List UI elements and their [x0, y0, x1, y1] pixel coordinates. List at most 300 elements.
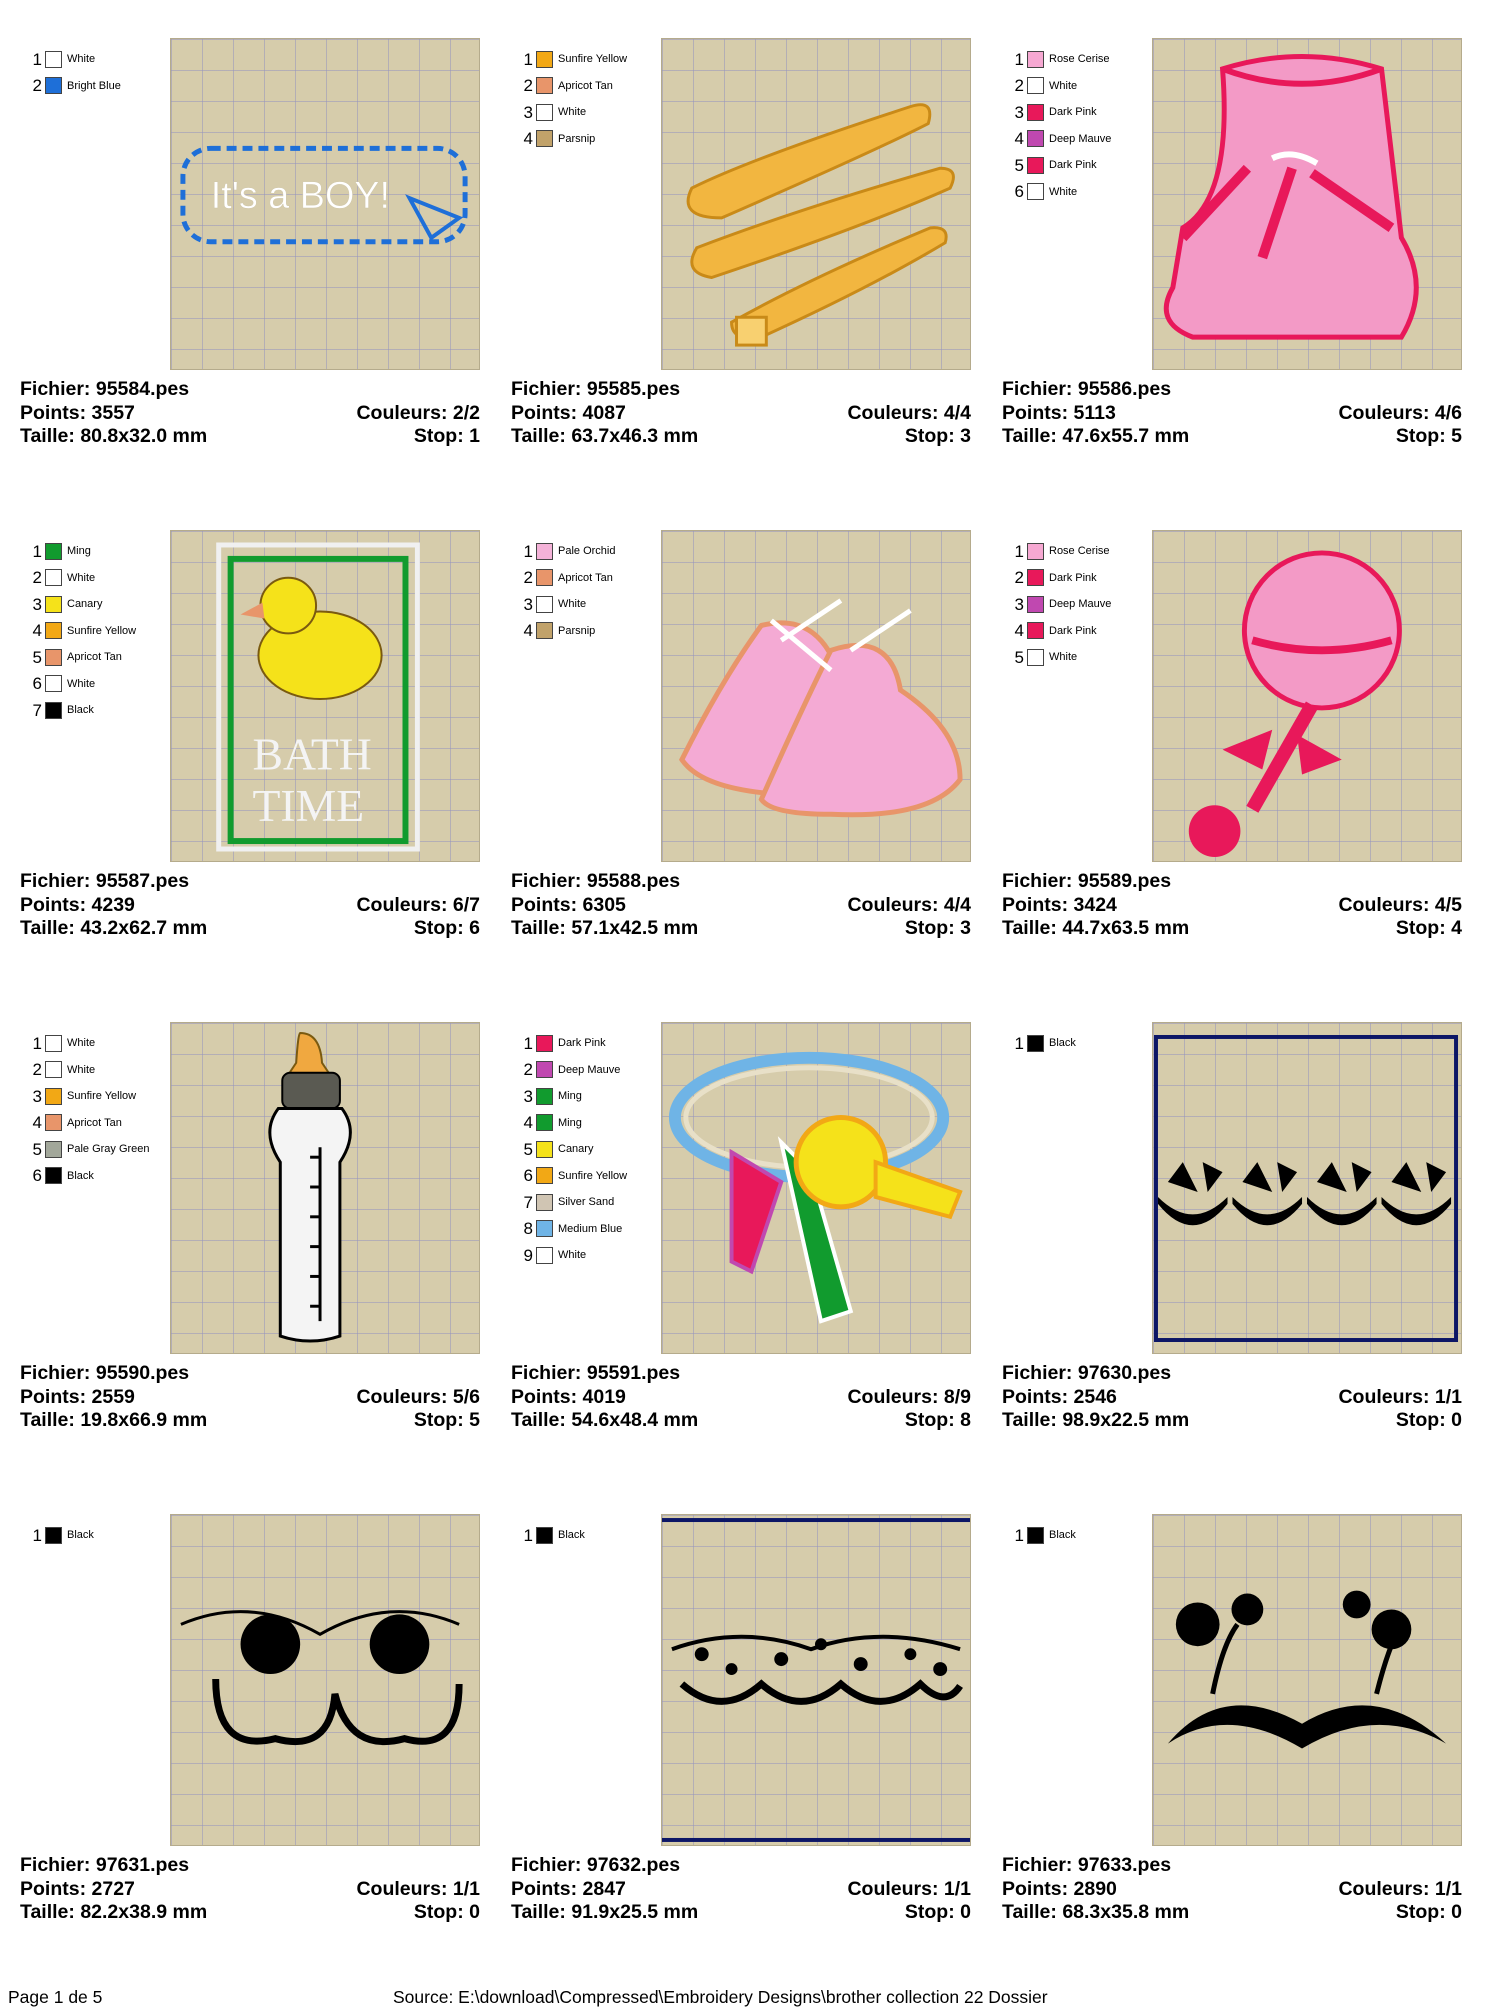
design-info [20, 870, 480, 941]
points-label: Points: [511, 893, 578, 916]
stop-value: 0 [1451, 1901, 1462, 1923]
file-name: 97630.pes [1077, 1362, 1172, 1384]
thread-color-item [521, 1189, 671, 1216]
stop-line [414, 917, 480, 941]
file-name: 95590.pes [95, 1362, 190, 1384]
size-line [20, 425, 207, 449]
colors-value: 5/6 [452, 1385, 480, 1408]
colors-label: Couleurs: [1338, 893, 1430, 916]
thread-color-item [521, 618, 671, 645]
file-label: Fichier: [20, 1854, 91, 1876]
points-value: 3557 [91, 401, 135, 424]
thread-color-number: 1 [32, 541, 42, 561]
design-preview-utensils [661, 38, 971, 370]
file-name: 97633.pes [1077, 1854, 1172, 1876]
points-label: Points: [1002, 401, 1069, 424]
thread-color-swatch [45, 77, 62, 94]
file-line [1002, 1362, 1171, 1386]
thread-color-number: 3 [523, 1086, 533, 1106]
thread-color-item [30, 697, 180, 724]
colors-value: 4/4 [943, 401, 971, 424]
design-preview-border-vine [661, 1514, 971, 1846]
size-value: 63.7x46.3 mm [571, 425, 699, 447]
thread-color-name: Bright Blue [67, 79, 121, 92]
design-info [511, 870, 971, 941]
thread-color-name: Dark Pink [1049, 159, 1097, 172]
thread-color-number: 4 [523, 621, 533, 641]
thread-color-number: 3 [1014, 594, 1024, 614]
thread-color-item [521, 1110, 671, 1137]
file-line [20, 1362, 189, 1386]
stop-line [1396, 1409, 1462, 1433]
thread-color-swatch [536, 1035, 553, 1052]
size-line [20, 917, 207, 941]
file-name: 95588.pes [586, 870, 681, 892]
thread-color-list [521, 46, 671, 152]
file-name: 95589.pes [1077, 870, 1172, 892]
thread-color-item [521, 591, 671, 618]
design-preview-art [171, 1023, 479, 1353]
thread-color-item [521, 1242, 671, 1269]
thread-color-list [30, 1030, 180, 1189]
thread-color-item [521, 1083, 671, 1110]
thread-color-swatch [1027, 1527, 1044, 1544]
design-preview-border-leaves [1152, 1022, 1462, 1354]
stop-label: Stop: [1395, 1409, 1446, 1431]
file-label: Fichier: [1002, 378, 1073, 400]
design-preview-rattle [1152, 530, 1462, 862]
thread-color-item [1012, 538, 1162, 565]
thread-color-swatch [1027, 622, 1044, 639]
colors-label: Couleurs: [1338, 1877, 1430, 1900]
thread-color-item [1012, 644, 1162, 671]
size-label: Taille: [1002, 425, 1057, 447]
points-label: Points: [20, 1385, 87, 1408]
file-label: Fichier: [20, 378, 91, 400]
thread-color-name: Black [1049, 1037, 1076, 1050]
file-name: 97631.pes [95, 1854, 190, 1876]
size-line [511, 917, 698, 941]
thread-color-item [1012, 46, 1162, 73]
design-card [20, 38, 490, 468]
stop-value: 5 [1451, 425, 1462, 447]
points-value: 2847 [582, 1877, 626, 1900]
design-preview-bath-time [170, 530, 480, 862]
size-line [1002, 1409, 1189, 1433]
colors-value: 1/1 [943, 1877, 971, 1900]
colors-line [1338, 1878, 1462, 1902]
thread-color-name: Black [67, 704, 94, 717]
stop-line [1396, 917, 1462, 941]
design-card [511, 530, 981, 960]
size-value: 91.9x25.5 mm [571, 1901, 699, 1923]
thread-color-number: 6 [32, 674, 42, 694]
design-preview-shoes [661, 530, 971, 862]
thread-color-number: 2 [1014, 568, 1024, 588]
size-value: 19.8x66.9 mm [80, 1409, 208, 1431]
stop-value: 8 [960, 1409, 971, 1431]
file-line [511, 1854, 680, 1878]
thread-color-item [521, 565, 671, 592]
file-label: Fichier: [20, 1362, 91, 1384]
stop-line [414, 1409, 480, 1433]
thread-color-swatch [536, 1167, 553, 1184]
thread-color-name: Pale Gray Green [67, 1143, 150, 1156]
design-info [20, 1362, 480, 1433]
thread-color-item [521, 126, 671, 153]
size-line [20, 1409, 207, 1433]
thread-color-name: Black [67, 1169, 94, 1182]
size-label: Taille: [511, 1409, 566, 1431]
stop-value: 4 [1451, 917, 1462, 939]
thread-color-name: Ming [67, 545, 91, 558]
thread-color-number: 2 [1014, 76, 1024, 96]
stop-value: 1 [469, 425, 480, 447]
design-info [511, 1854, 971, 1925]
size-value: 68.3x35.8 mm [1062, 1901, 1190, 1923]
design-info [1002, 870, 1462, 941]
colors-label: Couleurs: [1338, 401, 1430, 424]
source-path: Source: E:\download\Compressed\Embroidery Designs\brother collection 22 Dossier [393, 1987, 1048, 2007]
thread-color-name: Dark Pink [1049, 624, 1097, 637]
thread-color-item [521, 1522, 671, 1549]
thread-color-item [30, 644, 180, 671]
thread-color-name: White [558, 1249, 587, 1262]
points-value: 2546 [1073, 1385, 1117, 1408]
colors-line [1338, 894, 1462, 918]
points-label: Points: [511, 1877, 578, 1900]
file-label: Fichier: [511, 378, 582, 400]
file-name: 95585.pes [586, 378, 681, 400]
file-line [1002, 378, 1171, 402]
thread-color-list [521, 538, 671, 644]
thread-color-number: 1 [523, 1525, 533, 1545]
stop-value: 5 [469, 1409, 480, 1431]
colors-value: 4/6 [1434, 401, 1462, 424]
thread-color-item [1012, 1522, 1162, 1549]
size-value: 57.1x42.5 mm [571, 917, 699, 939]
thread-color-list [1012, 1030, 1162, 1057]
thread-color-name: Sunfire Yellow [67, 1090, 137, 1103]
svg-text:TIME: TIME [252, 780, 365, 832]
thread-color-name: Dark Pink [558, 1037, 606, 1050]
stop-value: 3 [960, 917, 971, 939]
file-line [1002, 870, 1171, 894]
thread-color-swatch [45, 675, 62, 692]
thread-color-item [30, 1083, 180, 1110]
thread-color-number: 5 [1014, 155, 1024, 175]
points-line [20, 402, 135, 426]
size-value: 44.7x63.5 mm [1062, 917, 1190, 939]
points-label: Points: [20, 1877, 87, 1900]
thread-color-swatch [536, 1247, 553, 1264]
thread-color-number: 1 [1014, 541, 1024, 561]
thread-color-number: 7 [32, 700, 42, 720]
thread-color-swatch [536, 104, 553, 121]
thread-color-number: 5 [1014, 647, 1024, 667]
thread-color-number: 3 [1014, 102, 1024, 122]
points-line [20, 1878, 135, 1902]
points-label: Points: [1002, 893, 1069, 916]
thread-color-item [1012, 618, 1162, 645]
thread-color-item [30, 1136, 180, 1163]
design-preview-art [171, 39, 479, 369]
thread-color-swatch [1027, 1035, 1044, 1052]
thread-color-name: Parsnip [558, 132, 596, 145]
stop-line [905, 1409, 971, 1433]
size-label: Taille: [20, 917, 75, 939]
thread-color-name: Apricot Tan [558, 571, 613, 584]
thread-color-number: 6 [523, 1166, 533, 1186]
thread-color-number: 5 [523, 1139, 533, 1159]
size-label: Taille: [511, 425, 566, 447]
thread-color-swatch [1027, 104, 1044, 121]
thread-color-name: White [1049, 651, 1078, 664]
points-value: 4087 [582, 401, 626, 424]
thread-color-item [30, 1522, 180, 1549]
thread-color-list [1012, 46, 1162, 205]
colors-label: Couleurs: [847, 401, 939, 424]
points-line [20, 894, 135, 918]
size-value: 82.2x38.9 mm [80, 1901, 208, 1923]
points-value: 6305 [582, 893, 626, 916]
thread-color-list [1012, 538, 1162, 671]
thread-color-swatch [45, 1527, 62, 1544]
size-line [1002, 1901, 1189, 1925]
thread-color-name: Black [67, 1529, 94, 1542]
file-label: Fichier: [1002, 870, 1073, 892]
thread-color-item [30, 1163, 180, 1190]
thread-color-number: 9 [523, 1245, 533, 1265]
thread-color-name: Dark Pink [1049, 106, 1097, 119]
size-line [511, 425, 698, 449]
thread-color-swatch [536, 1194, 553, 1211]
thread-color-number: 6 [32, 1166, 42, 1186]
size-value: 98.9x22.5 mm [1062, 1409, 1190, 1431]
thread-color-item [521, 73, 671, 100]
colors-label: Couleurs: [847, 893, 939, 916]
design-card [20, 1022, 490, 1452]
thread-color-item [30, 1110, 180, 1137]
stop-value: 0 [1451, 1409, 1462, 1431]
thread-color-swatch [45, 1114, 62, 1131]
file-name: 95587.pes [95, 870, 190, 892]
thread-color-name: White [67, 677, 96, 690]
colors-value: 8/9 [943, 1385, 971, 1408]
size-value: 54.6x48.4 mm [571, 1409, 699, 1431]
thread-color-name: White [67, 53, 96, 66]
thread-color-swatch [536, 77, 553, 94]
thread-color-number: 1 [32, 1525, 42, 1545]
points-label: Points: [20, 401, 87, 424]
thread-color-number: 2 [32, 76, 42, 96]
colors-line [1338, 1386, 1462, 1410]
points-value: 2559 [91, 1385, 135, 1408]
thread-color-swatch [536, 596, 553, 613]
thread-color-name: Black [1049, 1529, 1076, 1542]
thread-color-number: 5 [32, 647, 42, 667]
file-line [20, 870, 189, 894]
thread-color-name: Canary [558, 1143, 594, 1156]
file-line [1002, 1854, 1171, 1878]
design-preview-art [1153, 531, 1461, 861]
size-line [20, 1901, 207, 1925]
design-preview-bottle [170, 1022, 480, 1354]
stop-label: Stop: [1395, 1901, 1446, 1923]
design-card [511, 1514, 981, 1944]
thread-color-item [1012, 126, 1162, 153]
file-label: Fichier: [511, 1854, 582, 1876]
points-line [1002, 894, 1117, 918]
colors-label: Couleurs: [356, 893, 448, 916]
colors-line [1338, 402, 1462, 426]
thread-color-number: 1 [32, 49, 42, 69]
design-preview-art [662, 1515, 970, 1845]
file-name: 95586.pes [1077, 378, 1172, 400]
design-card [1002, 530, 1472, 960]
colors-line [356, 894, 480, 918]
design-info [20, 1854, 480, 1925]
design-preview-bootie [1152, 38, 1462, 370]
colors-line [847, 1386, 971, 1410]
points-value: 2727 [91, 1877, 135, 1900]
design-preview-its-a-boy [170, 38, 480, 370]
thread-color-number: 1 [523, 541, 533, 561]
thread-color-number: 6 [1014, 182, 1024, 202]
design-preview-art [662, 39, 970, 369]
thread-color-number: 2 [32, 568, 42, 588]
thread-color-number: 2 [523, 1060, 533, 1080]
thread-color-name: White [1049, 185, 1078, 198]
thread-color-swatch [1027, 130, 1044, 147]
design-card [511, 38, 981, 468]
thread-color-number: 8 [523, 1219, 533, 1239]
file-label: Fichier: [20, 870, 91, 892]
thread-color-name: White [558, 598, 587, 611]
thread-color-swatch [536, 1141, 553, 1158]
thread-color-name: White [1049, 79, 1078, 92]
stop-line [905, 1901, 971, 1925]
thread-color-name: Medium Blue [558, 1222, 623, 1235]
thread-color-number: 1 [523, 1033, 533, 1053]
stop-label: Stop: [1395, 425, 1446, 447]
size-value: 80.8x32.0 mm [80, 425, 208, 447]
size-line [511, 1409, 698, 1433]
thread-color-item [521, 538, 671, 565]
thread-color-name: White [67, 1037, 96, 1050]
size-label: Taille: [1002, 1409, 1057, 1431]
thread-color-swatch [45, 649, 62, 666]
thread-color-swatch [1027, 183, 1044, 200]
thread-color-list [521, 1030, 671, 1269]
thread-color-name: Sunfire Yellow [67, 624, 137, 637]
thread-color-swatch [1027, 649, 1044, 666]
thread-color-number: 7 [523, 1192, 533, 1212]
colors-line [356, 1386, 480, 1410]
thread-color-item [1012, 152, 1162, 179]
thread-color-swatch [536, 1088, 553, 1105]
design-info [1002, 1854, 1462, 1925]
thread-color-number: 4 [523, 1113, 533, 1133]
thread-color-name: Dark Pink [1049, 571, 1097, 584]
size-label: Taille: [511, 917, 566, 939]
thread-color-number: 2 [32, 1060, 42, 1080]
colors-value: 1/1 [1434, 1877, 1462, 1900]
colors-line [356, 1878, 480, 1902]
stop-label: Stop: [904, 1409, 955, 1431]
thread-color-name: White [558, 106, 587, 119]
points-line [511, 1878, 626, 1902]
thread-color-item [30, 591, 180, 618]
thread-color-item [1012, 179, 1162, 206]
colors-label: Couleurs: [356, 1385, 448, 1408]
thread-color-number: 3 [523, 594, 533, 614]
thread-color-name: Apricot Tan [67, 1116, 122, 1129]
design-card [20, 1514, 490, 1944]
thread-color-number: 2 [523, 76, 533, 96]
colors-line [847, 894, 971, 918]
thread-color-item [1012, 99, 1162, 126]
size-line [511, 1901, 698, 1925]
thread-color-name: White [67, 1063, 96, 1076]
design-card [1002, 1514, 1472, 1944]
points-line [1002, 1386, 1117, 1410]
colors-label: Couleurs: [847, 1877, 939, 1900]
thread-color-number: 4 [1014, 129, 1024, 149]
colors-value: 1/1 [1434, 1385, 1462, 1408]
thread-color-number: 4 [32, 1113, 42, 1133]
thread-color-swatch [45, 1035, 62, 1052]
stop-line [414, 425, 480, 449]
points-line [1002, 402, 1116, 426]
points-line [511, 894, 626, 918]
design-preview-border-roses [1152, 1514, 1462, 1846]
colors-value: 1/1 [452, 1877, 480, 1900]
points-label: Points: [20, 893, 87, 916]
thread-color-name: Apricot Tan [558, 79, 613, 92]
design-preview-art [1153, 1515, 1461, 1845]
thread-color-item [1012, 1030, 1162, 1057]
thread-color-item [1012, 591, 1162, 618]
thread-color-list [30, 538, 180, 724]
stop-line [414, 1901, 480, 1925]
file-label: Fichier: [511, 1362, 582, 1384]
file-line [511, 870, 680, 894]
thread-color-swatch [45, 51, 62, 68]
thread-color-number: 4 [1014, 621, 1024, 641]
design-info [20, 378, 480, 449]
colors-value: 6/7 [452, 893, 480, 916]
size-label: Taille: [20, 1409, 75, 1431]
thread-color-item [30, 538, 180, 565]
thread-color-name: Silver Sand [558, 1196, 615, 1209]
thread-color-item [521, 46, 671, 73]
thread-color-item [30, 671, 180, 698]
file-name: 95591.pes [586, 1362, 681, 1384]
thread-color-item [1012, 73, 1162, 100]
thread-color-list [30, 46, 180, 99]
thread-color-swatch [45, 1141, 62, 1158]
file-name: 97632.pes [586, 1854, 681, 1876]
thread-color-swatch [536, 569, 553, 586]
colors-label: Couleurs: [356, 1877, 448, 1900]
design-card [511, 1022, 981, 1452]
size-label: Taille: [1002, 1901, 1057, 1923]
thread-color-swatch [45, 622, 62, 639]
size-label: Taille: [511, 1901, 566, 1923]
design-preview-border-flowers [170, 1514, 480, 1846]
size-value: 47.6x55.7 mm [1062, 425, 1190, 447]
